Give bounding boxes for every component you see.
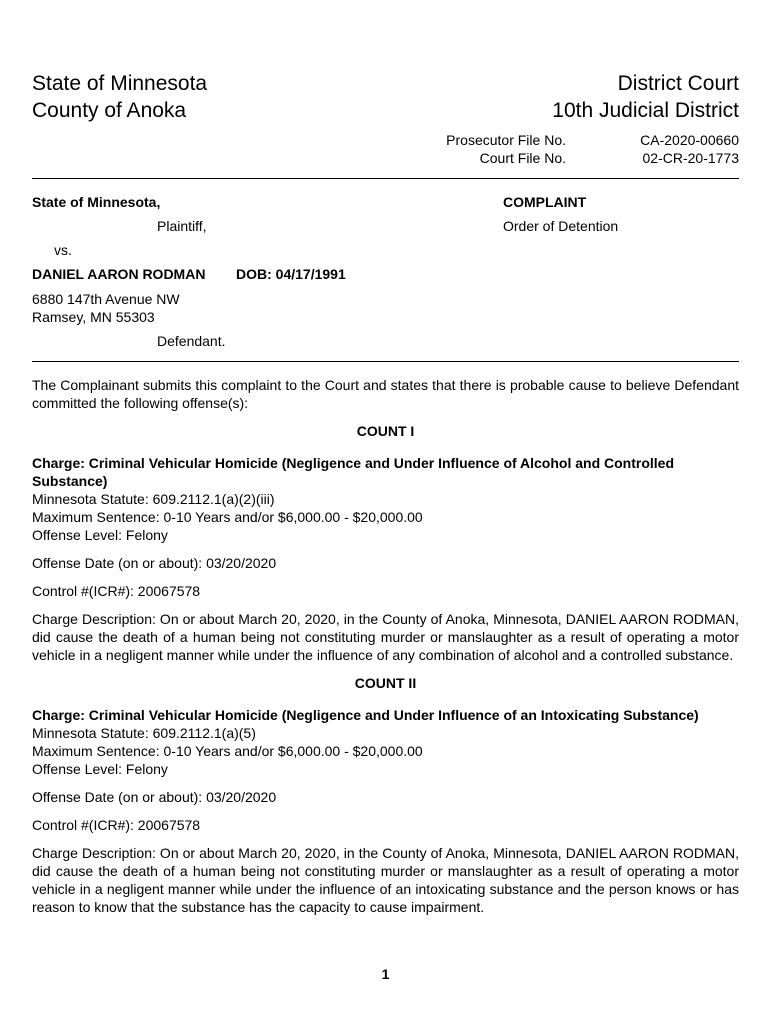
court-file-number: 02-CR-20-1773 — [642, 150, 739, 166]
court-heading: District Court — [617, 72, 739, 95]
court-file-label: Court File No. — [479, 150, 566, 166]
offense-date-line: Offense Date (on or about): 03/20/2020 — [32, 789, 277, 805]
statute-line: Minnesota Statute: 609.2112.1(a)(2)(iii) — [32, 491, 275, 507]
prosecutor-file-number: CA-2020-00660 — [640, 132, 739, 148]
defendant-address-line1: 6880 147th Avenue NW — [32, 291, 180, 307]
caption-divider — [32, 361, 739, 362]
statute-line: Minnesota Statute: 609.2112.1(a)(5) — [32, 725, 256, 741]
defendant-label: Defendant. — [157, 333, 226, 349]
header-divider — [32, 178, 739, 179]
prosecutor-file-label: Prosecutor File No. — [446, 132, 566, 148]
page-number: 1 — [381, 966, 390, 982]
complaint-body — [32, 376, 739, 926]
defendant-name: DANIEL AARON RODMAN — [32, 266, 206, 282]
defendant-address-line2: Ramsey, MN 55303 — [32, 309, 155, 325]
charge-title: Charge: Criminal Vehicular Homicide (Negligence and Under Influence of Alcohol and Controlled Substance) — [32, 455, 675, 489]
charge-block — [32, 454, 739, 544]
plaintiff-name: State of Minnesota, — [32, 194, 161, 210]
defendant-dob: DOB: 04/17/1991 — [236, 266, 346, 282]
state-heading: State of Minnesota — [32, 72, 208, 95]
document-page — [32, 0, 739, 1024]
district-heading: 10th Judicial District — [552, 99, 739, 122]
charge-block — [32, 706, 739, 778]
plaintiff-label: Plaintiff, — [157, 218, 207, 234]
charge-description: Charge Description: On or about March 20, 2020, in the County of Anoka, Minnesota, DANIEL AARON RODMAN, did cause the death of a human being not constituting murder or manslaughter as a result of operating a motor vehicle in a negligent manner while under the influence of any combination of alcohol and a controlled substance. — [32, 611, 739, 663]
document-title: COMPLAINT — [503, 194, 587, 210]
charge-description: Charge Description: On or about March 20, 2020, in the County of Anoka, Minnesota, DANIEL AARON RODMAN, did cause the death of a human being not constituting murder or manslaughter as a result of operating a motor vehicle in a negligent manner while under the influence of an intoxicating substance and the person knows or has reason to know that the substance has the capacity to cause impairment. — [32, 845, 739, 915]
document-subtitle: Order of Detention — [503, 218, 619, 234]
charge-title: Charge: Criminal Vehicular Homicide (Negligence and Under Influence of an Intoxicating Substance) — [32, 707, 699, 723]
intro-paragraph: The Complainant submits this complaint to the Court and states that there is probable cause to believe Defendant committed the following offense(s): — [32, 377, 739, 411]
control-number-line: Control #(ICR#): 20067578 — [32, 583, 201, 599]
max-sentence-line: Maximum Sentence: 0-10 Years and/or $6,000.00 - $20,000.00 — [32, 743, 423, 759]
count-heading: COUNT I — [356, 423, 415, 439]
offense-level-line: Offense Level: Felony — [32, 761, 168, 777]
count-heading: COUNT II — [354, 675, 417, 691]
control-number-line: Control #(ICR#): 20067578 — [32, 817, 201, 833]
county-heading: County of Anoka — [32, 99, 187, 122]
offense-level-line: Offense Level: Felony — [32, 527, 168, 543]
offense-date-line: Offense Date (on or about): 03/20/2020 — [32, 555, 277, 571]
versus-label: vs. — [54, 242, 72, 258]
max-sentence-line: Maximum Sentence: 0-10 Years and/or $6,000.00 - $20,000.00 — [32, 509, 423, 525]
